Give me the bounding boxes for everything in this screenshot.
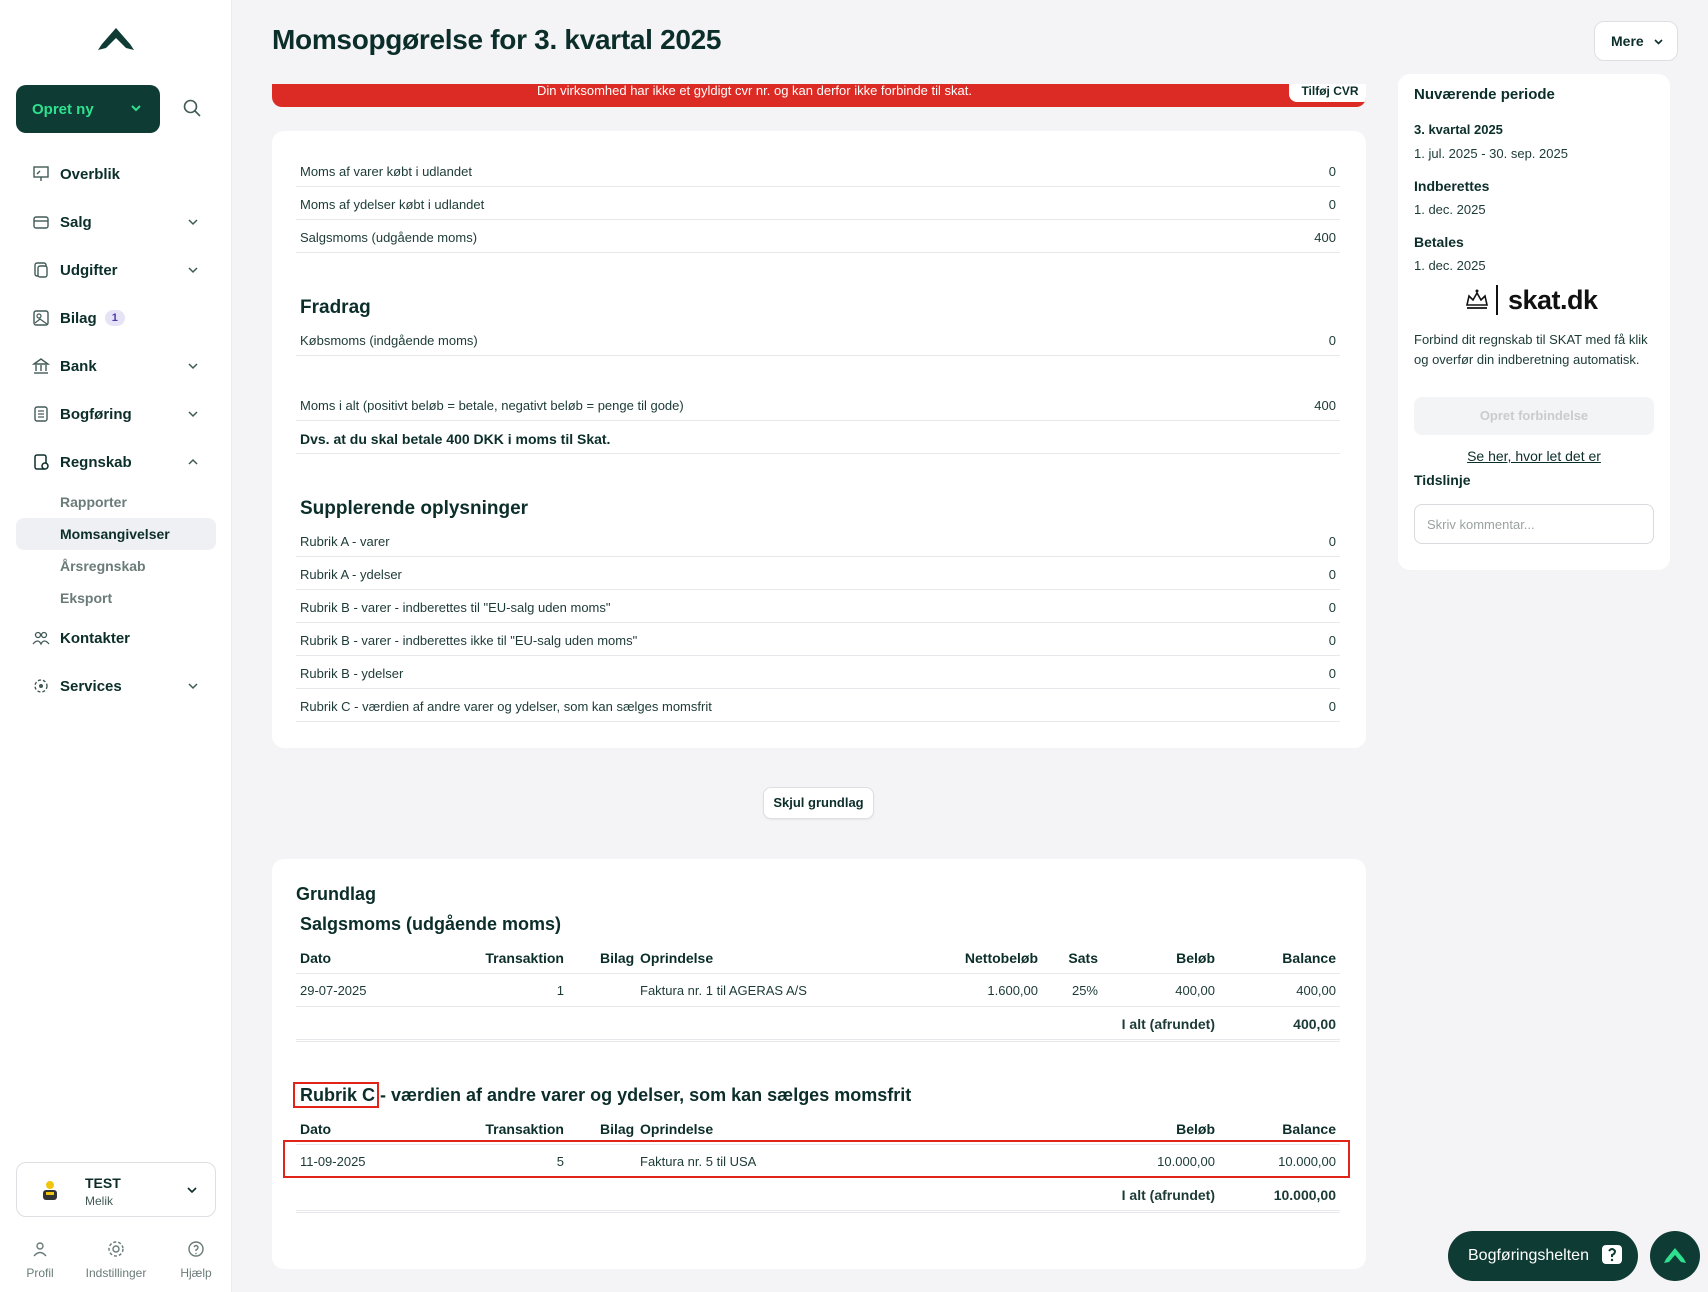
more-button[interactable] xyxy=(1594,21,1678,61)
row-value: 0 xyxy=(1328,699,1336,714)
basis-heading: Grundlag xyxy=(296,884,376,904)
total-row xyxy=(296,388,1340,421)
col-oprindelse: Oprindelse xyxy=(640,1121,714,1137)
col-oprindelse: Oprindelse xyxy=(640,950,714,966)
summary-row xyxy=(296,154,1340,187)
col-transaktion: Transaktion xyxy=(485,1121,564,1137)
row-value: 400 xyxy=(1314,398,1336,413)
account-switcher[interactable] xyxy=(16,1162,216,1217)
summary-row xyxy=(296,187,1340,220)
logo-icon xyxy=(1663,1247,1687,1265)
chevron-down-icon xyxy=(1652,35,1665,48)
cell-belob: 400,00 xyxy=(1175,983,1215,998)
table-total-row xyxy=(296,1178,1340,1213)
report-date: 1. dec. 2025 xyxy=(1414,202,1486,217)
row-label: Moms af ydelser købt i udlandet xyxy=(300,197,485,212)
row-value: 0 xyxy=(1328,666,1336,681)
pay-heading: Betales xyxy=(1414,234,1464,250)
contacts-icon xyxy=(32,629,50,647)
row-label: Rubrik C - værdien af andre varer og ydelser, som kan sælges momsfrit xyxy=(300,699,712,714)
avatar xyxy=(37,1177,63,1203)
sales-icon xyxy=(32,213,50,231)
period-heading: Nuværende periode xyxy=(1414,86,1555,103)
col-sats: Sats xyxy=(1068,950,1098,966)
row-label: Moms af varer købt i udlandet xyxy=(300,164,472,179)
cell-transaktion: 1 xyxy=(556,983,564,998)
col-balance: Balance xyxy=(1282,950,1336,966)
row-label: Rubrik B - ydelser xyxy=(300,666,404,681)
nav-label: Bogføring xyxy=(60,405,132,423)
total-label: I alt (afrundet) xyxy=(1121,1016,1215,1032)
subnav-arsregnskab[interactable]: Årsregnskab xyxy=(60,558,146,574)
summary-row xyxy=(296,524,1340,557)
row-value: 0 xyxy=(1328,567,1336,582)
question-chat-icon xyxy=(1600,1243,1626,1269)
crown-icon xyxy=(1464,287,1490,313)
summary-row xyxy=(296,323,1340,356)
sales-vat-heading: Salgsmoms (udgående moms) xyxy=(300,914,562,934)
help-chat-label: Bogføringshelten xyxy=(1468,1247,1589,1264)
sidebar xyxy=(0,0,232,1292)
nav-overblik[interactable] xyxy=(16,150,216,198)
skat-logo xyxy=(1464,284,1598,316)
bank-icon xyxy=(32,357,50,375)
summary-row xyxy=(296,689,1340,722)
accounting-icon xyxy=(32,453,50,471)
comment-input[interactable]: Skriv kommentar... xyxy=(1414,504,1654,544)
summary-row xyxy=(296,557,1340,590)
row-label: Rubrik B - varer - indberettes ikke til "EU-salg uden moms" xyxy=(300,633,638,648)
rubrik-c-heading xyxy=(300,1085,911,1106)
nav-label: Bilag xyxy=(60,309,97,327)
period-name: 3. kvartal 2025 xyxy=(1414,122,1503,137)
supplementary-heading: Supplerende oplysninger xyxy=(300,498,529,519)
nav-label: Salg xyxy=(60,213,92,231)
annotation-box xyxy=(283,1140,1350,1178)
cell-dato: 11-09-2025 xyxy=(300,1154,366,1169)
add-cvr-button[interactable]: Tilføj CVR xyxy=(1289,84,1366,102)
profile-link[interactable] xyxy=(0,1240,80,1280)
subnav-eksport[interactable]: Eksport xyxy=(60,590,113,606)
banner-text: Din virksomhed har ikke et gyldigt cvr nr. og kan derfor ikke forbinde til skat. xyxy=(537,84,972,98)
chevron-up-icon xyxy=(186,455,200,469)
nav-regnskab[interactable] xyxy=(16,438,216,486)
timeline-heading: Tidslinje xyxy=(1414,472,1471,488)
settings-link[interactable] xyxy=(76,1240,156,1280)
overview-icon xyxy=(32,165,50,183)
nav-bogforing[interactable] xyxy=(16,390,216,438)
expenses-icon xyxy=(32,261,50,279)
cell-oprindelse: Faktura nr. 5 til USA xyxy=(640,1154,757,1169)
gear-icon xyxy=(107,1240,125,1258)
row-value: 0 xyxy=(1328,633,1336,648)
col-bilag: Bilag xyxy=(600,1121,635,1137)
row-value: 400 xyxy=(1314,230,1336,245)
cell-nettobelob: 1.600,00 xyxy=(987,983,1038,998)
row-label: Rubrik A - ydelser xyxy=(300,567,402,582)
col-nettobelob: Nettobeløb xyxy=(964,950,1038,966)
create-new-button[interactable] xyxy=(16,85,160,133)
nav-label: Kontakter xyxy=(60,629,131,647)
services-icon xyxy=(32,677,50,695)
row-label: Rubrik A - varer xyxy=(300,534,390,549)
summary-row xyxy=(296,623,1340,656)
total-value: 400,00 xyxy=(1293,1016,1336,1032)
total-label: I alt (afrundet) xyxy=(1121,1187,1215,1203)
more-label: Mere xyxy=(1611,33,1644,49)
table-total-row xyxy=(296,1007,1340,1042)
conclusion-row xyxy=(296,421,1340,454)
fradrag-heading: Fradrag xyxy=(300,297,371,318)
hide-basis-button[interactable]: Skjul grundlag xyxy=(763,787,874,819)
cell-oprindelse: Faktura nr. 1 til AGERAS A/S xyxy=(640,983,807,998)
nav-label: Udgifter xyxy=(60,261,118,279)
report-heading: Indberettes xyxy=(1414,178,1490,194)
main-nav xyxy=(16,150,216,710)
nav-label: Services xyxy=(60,677,122,695)
bookkeeping-icon xyxy=(32,405,50,423)
cell-balance: 400,00 xyxy=(1296,983,1336,998)
rubrik-c-description: - værdien af andre varer og ydelser, som kan sælges momsfrit xyxy=(375,1085,912,1105)
vouchers-count-badge: 1 xyxy=(105,310,125,326)
col-dato: Dato xyxy=(300,1121,332,1137)
col-belob: Beløb xyxy=(1176,1121,1215,1137)
row-label: Moms i alt (positivt beløb = betale, negativt beløb = penge til gode) xyxy=(300,398,684,413)
col-belob: Beløb xyxy=(1176,950,1215,966)
row-value: 0 xyxy=(1328,534,1336,549)
account-user: Melik xyxy=(85,1194,114,1208)
summary-row xyxy=(296,220,1340,253)
chevron-down-icon xyxy=(186,359,200,373)
col-transaktion: Transaktion xyxy=(485,950,564,966)
subnav-rapporter[interactable]: Rapporter xyxy=(60,494,127,510)
create-new-label: Opret ny xyxy=(32,100,94,118)
nav-services[interactable] xyxy=(16,662,216,710)
subnav-momsangivelser[interactable]: Momsangivelser xyxy=(16,518,216,550)
account-name: TEST xyxy=(85,1175,121,1191)
cell-dato: 29-07-2025 xyxy=(300,983,367,998)
row-label: Købsmoms (indgående moms) xyxy=(300,333,478,348)
cell-belob: 10.000,00 xyxy=(1157,1154,1215,1169)
chevron-down-icon xyxy=(186,679,200,693)
page-title: Momsopgørelse for 3. kvartal 2025 xyxy=(272,24,722,55)
profile-label: Profil xyxy=(26,1266,54,1280)
help-circle-icon xyxy=(187,1240,205,1258)
user-icon xyxy=(31,1240,49,1258)
table-row[interactable] xyxy=(296,974,1340,1007)
cell-sats: 25% xyxy=(1071,983,1098,998)
summary-row xyxy=(296,656,1340,689)
cell-balance: 10.000,00 xyxy=(1278,1154,1336,1169)
nav-udgifter[interactable] xyxy=(16,246,216,294)
col-bilag: Bilag xyxy=(600,950,635,966)
chevron-down-icon xyxy=(186,407,200,421)
error-banner xyxy=(272,84,1366,107)
help-label: Hjælp xyxy=(180,1266,212,1280)
skat-wordmark: skat.dk xyxy=(1508,284,1598,315)
pay-date: 1. dec. 2025 xyxy=(1414,258,1486,273)
skat-description: Forbind dit regnskab til SKAT med få klik og overfør din indberetning automatisk. xyxy=(1414,332,1648,367)
nav-kontakter[interactable] xyxy=(16,614,216,662)
summary-row xyxy=(296,590,1340,623)
nav-bilag[interactable] xyxy=(16,294,216,342)
nav-label: Overblik xyxy=(60,165,121,183)
row-label: Salgsmoms (udgående moms) xyxy=(300,230,478,245)
row-label: Rubrik B - varer - indberettes til "EU-salg uden moms" xyxy=(300,600,611,615)
total-value: 10.000,00 xyxy=(1273,1187,1336,1203)
rubrik-c-label: Rubrik C xyxy=(300,1085,376,1105)
chevron-down-icon xyxy=(186,215,200,229)
period-panel xyxy=(1398,74,1670,570)
settings-label: Indstillinger xyxy=(85,1266,147,1280)
row-value: 0 xyxy=(1328,197,1336,212)
annotation-box xyxy=(293,1082,379,1108)
nav-label: Regnskab xyxy=(60,453,132,471)
search-icon[interactable] xyxy=(182,98,202,118)
logo-divider xyxy=(1496,285,1498,315)
col-balance: Balance xyxy=(1282,1121,1336,1137)
row-value: 0 xyxy=(1328,164,1336,179)
row-value: 0 xyxy=(1328,600,1336,615)
table-header xyxy=(296,941,1340,974)
how-easy-link[interactable]: Se her, hvor let det er xyxy=(1467,448,1601,464)
logo-icon[interactable] xyxy=(96,26,136,52)
assistant-fab[interactable] xyxy=(1650,1231,1700,1281)
nav-salg[interactable] xyxy=(16,198,216,246)
chevron-down-icon xyxy=(185,1183,199,1197)
conclusion-text: Dvs. at du skal betale 400 DKK i moms til Skat. xyxy=(300,431,611,447)
help-chat-button[interactable] xyxy=(1448,1231,1638,1281)
help-link[interactable] xyxy=(156,1240,236,1280)
connect-button[interactable]: Opret forbindelse xyxy=(1414,397,1654,435)
period-range: 1. jul. 2025 - 30. sep. 2025 xyxy=(1414,146,1568,161)
nav-label: Bank xyxy=(60,357,97,375)
row-value: 0 xyxy=(1328,333,1336,348)
nav-bank[interactable] xyxy=(16,342,216,390)
cell-transaktion: 5 xyxy=(556,1154,564,1169)
vouchers-icon xyxy=(32,309,50,327)
col-dato: Dato xyxy=(300,950,332,966)
chevron-down-icon xyxy=(186,263,200,277)
chevron-down-icon xyxy=(128,100,144,116)
